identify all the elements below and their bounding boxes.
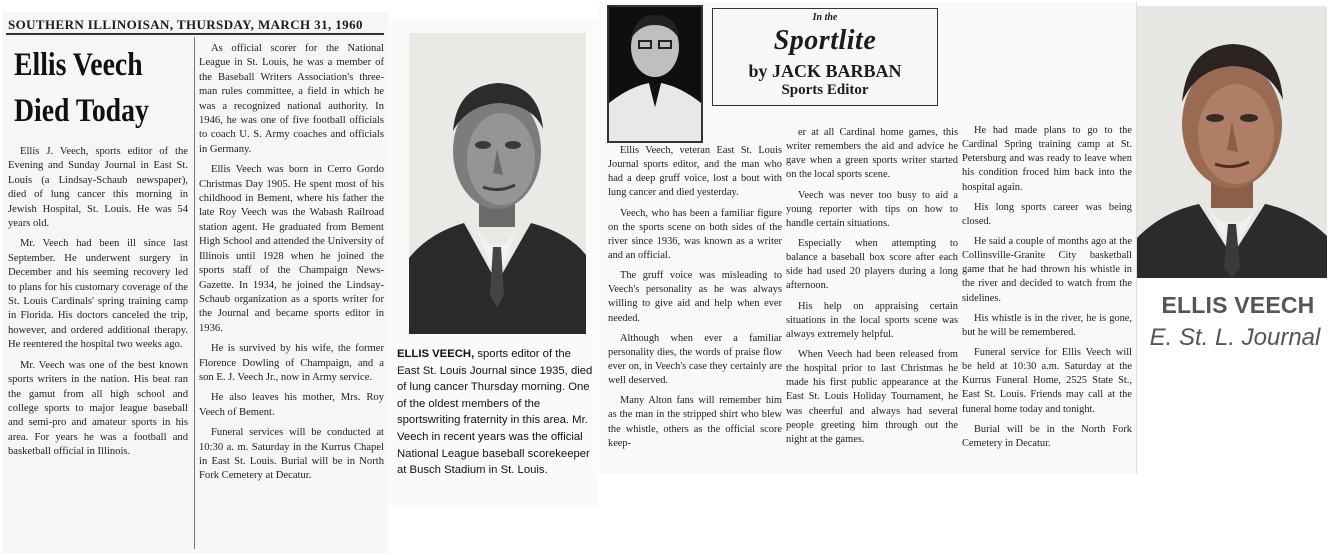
paragraph: He said a couple of months ago at the Collinsville-Granite City basketball game that he had thrown his whistle in the river and decided to watch from the sidelines.	[962, 235, 1132, 304]
photo-caption	[397, 346, 593, 479]
caption-name: ELLIS VEECH,	[397, 348, 475, 360]
caption-text: sports editor of the East St. Louis Journal since 1935, died of lung cancer Thursday morning. One of the oldest members of the sportswriting fraternity in this area. Mr. Veech in recent years was the official National League baseball scorekeeper at Busch Stadium in St. Louis.	[397, 348, 593, 477]
header-byline: by JACK BARBAN	[748, 61, 902, 81]
headline	[14, 42, 165, 134]
portrait-affiliation: E. St. L. Journal	[1149, 324, 1321, 351]
paragraph: His long sports career was being closed.	[962, 201, 1132, 227]
paragraph: Mr. Veech was one of the best known sports writers in the nation. His beat ran the gamut from all high school and college sports to major league baseball and semi-pro and amateur sports in his area. For years he was a football and basketball official in Illinois.	[8, 359, 188, 458]
header-title: Sportlite	[773, 25, 877, 56]
portrait-name: ELLIS VEECH	[1161, 292, 1315, 318]
ellis-veech-photo	[409, 33, 586, 334]
paragraph: Veech, who has been a familiar figure on the sports scene on both sides of the river since 1936, was known as a writer and an official.	[608, 207, 782, 261]
ellis-veech-portrait	[1137, 6, 1327, 278]
masthead: SOUTHERN ILLINOISAN, THURSDAY, MARCH 31, 1960	[8, 17, 363, 32]
paragraph: Ellis Veech, veteran East St. Louis Journal sports editor, and the man who had a deep gruff voice, lost a bout with lung cancer and died yesterday.	[608, 145, 782, 199]
headline-line-1: Ellis Veech	[14, 47, 143, 83]
paragraph: He also leaves his mother, Mrs. Roy Veech of Bement.	[199, 392, 384, 418]
paragraph: er at all Cardinal home games, this writer remembers the aid and advice he gave when a green sports writer started on the local sports scene.	[786, 127, 958, 181]
paragraph: Many Alton fans will remember him as the man in the stripped shirt who blew the whistle, others as the official score keep-	[608, 395, 782, 449]
column-header	[712, 8, 938, 106]
header-byline-role: Sports Editor	[781, 82, 869, 98]
paragraph: When Veech had been released from the hospital prior to last Christmas he made his first public appearance at the East St. Louis Holiday Tournament, he was cheerful and always had several people greeting him through out the night at the games.	[786, 348, 958, 445]
paragraph: The gruff voice was misleading to Veech's personality as he was always willing to give aid and help when ever needed.	[608, 270, 782, 324]
paragraph: Ellis J. Veech, sports editor of the Evening and Sunday Journal in East St. Louis (a Lindsay-Schaub newspaper), died of lung cancer this morning in Jewish Hospital, St. Louis. He was 54 years old.	[8, 146, 188, 230]
paragraph: Mr. Veech had been ill since last September. He underwent surgery in December and his seeming recovery led to plans for his customary coverage of the St. Louis Cardinals' spring training camp in Florida. His doctors canceled the trip, however, and ordered additional therapy. He reentered the hospital two weeks ago.	[8, 238, 188, 351]
paragraph: Veech was never too busy to aid a young reporter with tips on how to handle certain situations.	[786, 189, 958, 229]
masthead-rule	[6, 33, 384, 35]
paragraph: Especially when attempting to balance a baseball box score after each side had used 20 players during a long afternoon.	[786, 237, 958, 292]
paragraph: Funeral services will be conducted at 10:30 a. m. Saturday in the Kurrus Chapel in East St. Louis. Burial will be in North Fork Cemetery at Decatur.	[199, 427, 384, 482]
paragraph: As official scorer for the National League in St. Louis, he was a member of the Baseball Writers Association's three-man rules committee, a field in which he was a recognized national authority. In 1946, he was one of five football officials to coach U. S. Army coaches and officials in Germany.	[199, 43, 384, 155]
paragraph: Burial will be in the North Fork Cemetery in Decatur.	[962, 423, 1132, 449]
paragraph: His help on appraising certain situations in the local sports scene was always extremely helpful.	[786, 300, 958, 340]
sports-editor-photo	[607, 5, 703, 143]
paragraph: Funeral service for Ellis Veech will be held at 10:30 a.m. Saturday at the Kurrus Funeral Home, 2525 State St., East St. Louis. Friends may call at the funeral home today and tonight.	[962, 346, 1132, 415]
column-divider	[194, 37, 195, 549]
sportlite-column-3	[962, 124, 1132, 472]
header-in-the: In the	[812, 12, 838, 23]
clipping1-column-1	[8, 145, 188, 545]
paragraph: His whistle is in the river, he is gone, but he will be remembered.	[962, 312, 1132, 338]
paragraph: He is survived by his wife, the former Florence Dowling of Champaign, and a son E. J. Veech Jr., now in Army service.	[199, 343, 384, 383]
sportlite-column-1	[608, 144, 782, 472]
headline-line-2: Died Today	[14, 93, 149, 129]
paragraph: Although when ever a familiar personality dies, the words of praise flow ever on, in Veech's case they certainly are well deserved.	[608, 332, 782, 387]
paragraph: Ellis Veech was born in Cerro Gordo Christmas Day 1905. He spent most of his childhood in Bement, where his father the late Roy Veech was the Wabash Railroad station agent. He graduated from Bement High School and attended the University of Illinois until 1928 when he joined the sports staff of the Champaign News-Gazette. In 1934, he joined the Lindsay-Schaub organization as a sports writer for the Journal and became sports editor in 1936.	[199, 164, 384, 334]
sportlite-column-2	[786, 126, 958, 472]
paragraph: He had made plans to go to the Cardinal Spring training camp at St. Petersburg and was ready to leave when his condition froced him back into the hospital again.	[962, 125, 1132, 193]
clipping1-column-2	[199, 42, 384, 550]
